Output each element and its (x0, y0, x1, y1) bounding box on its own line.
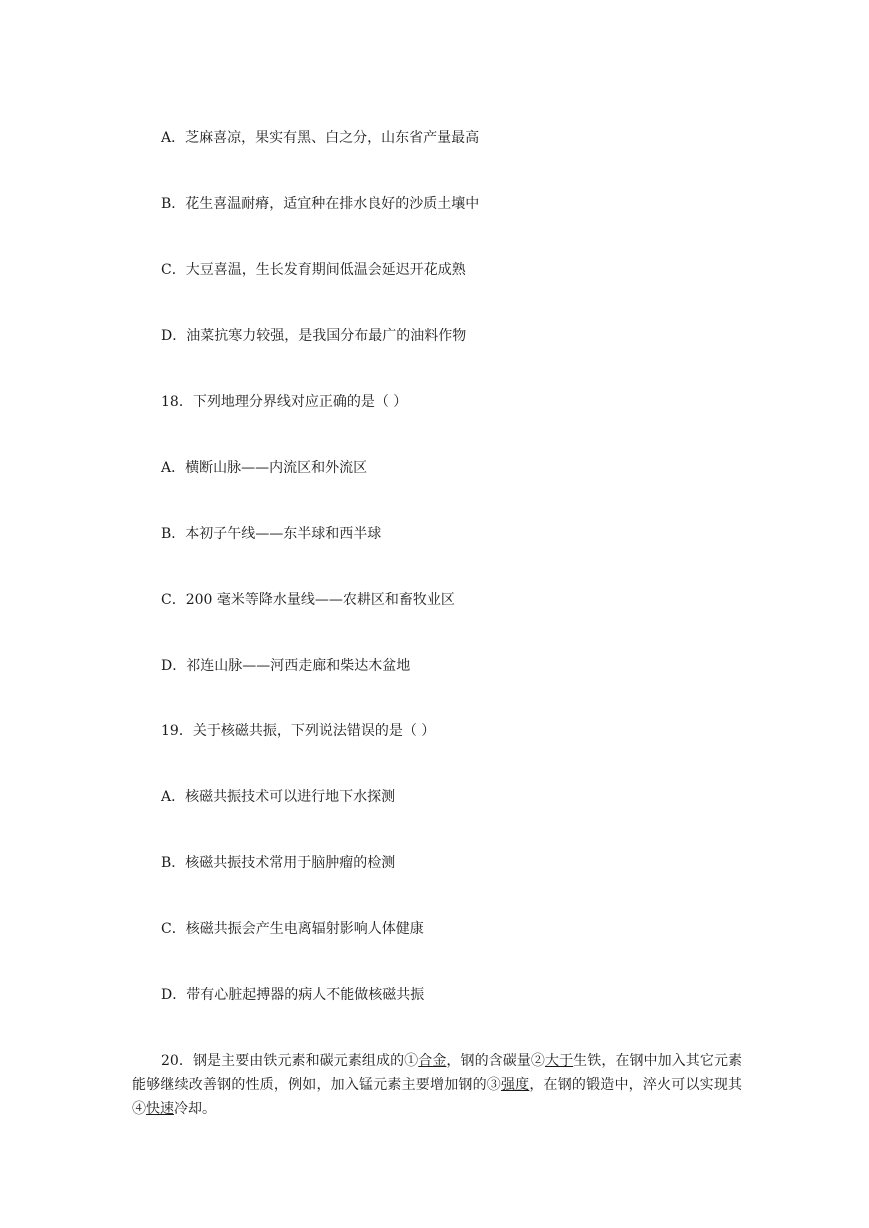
q20-paragraph (132, 1049, 742, 1121)
q19-option-d: D．带有心脏起搏器的病人不能做核磁共振 (161, 987, 425, 1003)
q17-option-d: D．油菜抗寒力较强，是我国分布最广的油料作物 (161, 328, 467, 344)
q18-stem: 18．下列地理分界线对应正确的是（ ） (161, 394, 408, 410)
q19-stem: 19．关于核磁共振，下列说法错误的是（ ） (161, 723, 436, 739)
q20-underlined-3: 强度 (500, 1077, 530, 1093)
q20-text-5: 冷却。 (174, 1101, 216, 1117)
q17-option-c: C．大豆喜温，生长发育期间低温会延迟开花成熟 (161, 262, 466, 278)
q18-option-b: B．本初子午线——东半球和西半球 (161, 526, 382, 542)
q20-underlined-1: 合金 (418, 1053, 447, 1069)
q19-option-b: B．核磁共振技术常用于脑肿瘤的检测 (161, 855, 396, 871)
q18-option-d: D．祁连山脉——河西走廊和柴达木盆地 (161, 658, 411, 674)
q18-option-c: C．200 毫米等降水量线——农耕区和畜牧业区 (161, 592, 455, 608)
q17-option-b: B．花生喜温耐瘠，适宜种在排水良好的沙质土壤中 (161, 196, 480, 212)
q20-text-4: ，在钢的锻造中，淬火可以实现其④ (132, 1077, 743, 1117)
q18-option-a: A．横断山脉——内流区和外流区 (161, 460, 368, 476)
q17-option-a: A．芝麻喜凉，果实有黑、白之分，山东省产量最高 (161, 130, 480, 146)
q20-underlined-2: 大于 (544, 1053, 574, 1069)
q20-underlined-4: 快速 (146, 1101, 174, 1117)
q20-text-2: ，钢的含碳量② (446, 1053, 545, 1069)
q19-option-a: A．核磁共振技术可以进行地下水探测 (161, 789, 396, 805)
q20-text-3: 生铁，在钢中加入其它元素能够继续改善钢的性质，例如，加入锰元素主要增加钢的③ (132, 1053, 743, 1093)
q19-option-c: C．核磁共振会产生电离辐射影响人体健康 (161, 921, 424, 937)
q20-text-1: 20．钢是主要由铁元素和碳元素组成的① (161, 1053, 419, 1069)
